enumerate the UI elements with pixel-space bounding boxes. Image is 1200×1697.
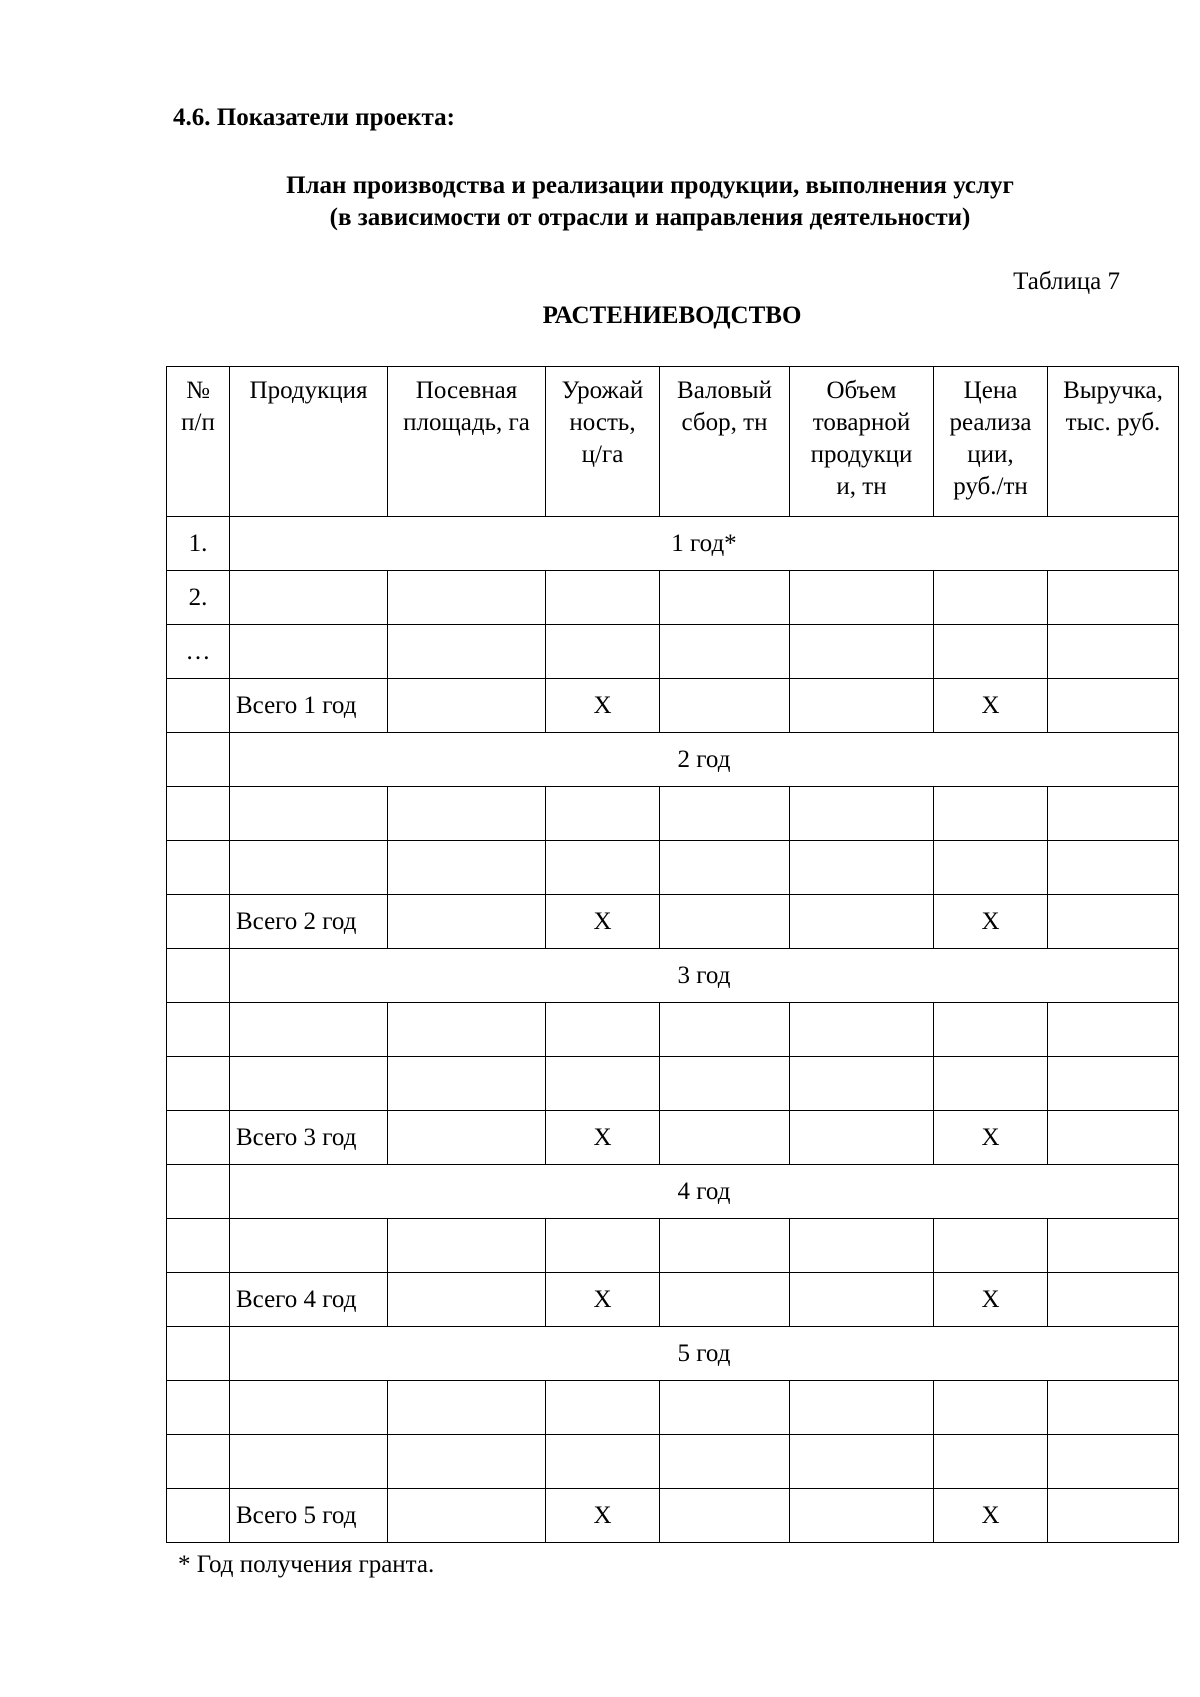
table-cell[interactable] bbox=[1048, 625, 1179, 679]
x-mark-cell: X bbox=[546, 1489, 660, 1543]
row-number-cell bbox=[167, 841, 230, 895]
table-cell[interactable] bbox=[546, 787, 660, 841]
section-heading: 4.6. Показатели проекта: bbox=[173, 104, 455, 131]
total-row bbox=[167, 1111, 1179, 1165]
header-cell-yield: Урожай ность, ц/га bbox=[546, 367, 660, 517]
row-number-cell bbox=[167, 1327, 230, 1381]
row-number-cell: 2. bbox=[167, 571, 230, 625]
row-number-cell bbox=[167, 1435, 230, 1489]
row-number-cell bbox=[167, 1057, 230, 1111]
table-cell[interactable] bbox=[1048, 679, 1179, 733]
x-mark-cell: X bbox=[934, 679, 1048, 733]
row-number-cell bbox=[167, 1381, 230, 1435]
row-number-cell bbox=[167, 1273, 230, 1327]
table-cell[interactable] bbox=[790, 625, 934, 679]
table-cell[interactable] bbox=[388, 841, 546, 895]
table-cell[interactable] bbox=[546, 1057, 660, 1111]
table-row bbox=[167, 571, 1179, 625]
table-cell[interactable] bbox=[934, 1219, 1048, 1273]
year-label-cell: 3 год bbox=[230, 949, 1179, 1003]
row-number-cell bbox=[167, 1111, 230, 1165]
row-number-cell bbox=[167, 679, 230, 733]
table-row bbox=[167, 841, 1179, 895]
table-caption: РАСТЕНИЕВОДСТВО bbox=[542, 302, 802, 329]
table-cell[interactable] bbox=[388, 625, 546, 679]
table-row bbox=[167, 1435, 1179, 1489]
header-cell-volume: Объем товарной продукци и, тн bbox=[790, 367, 934, 517]
table-cell[interactable] bbox=[790, 1381, 934, 1435]
table-cell[interactable] bbox=[790, 571, 934, 625]
year-row bbox=[167, 1165, 1179, 1219]
total-label-cell: Всего 2 год bbox=[230, 895, 388, 949]
year-label-cell: 4 год bbox=[230, 1165, 1179, 1219]
total-label-cell: Всего 5 год bbox=[230, 1489, 388, 1543]
row-number-cell: 1. bbox=[167, 517, 230, 571]
table-cell[interactable] bbox=[790, 1273, 934, 1327]
table-cell[interactable] bbox=[934, 571, 1048, 625]
table-cell[interactable] bbox=[660, 1381, 790, 1435]
x-mark-cell: X bbox=[934, 1489, 1048, 1543]
table-cell[interactable] bbox=[934, 1381, 1048, 1435]
table-cell[interactable] bbox=[790, 1435, 934, 1489]
table-number: Таблица 7 bbox=[1013, 268, 1120, 295]
header-cell-gross: Валовый сбор, тн bbox=[660, 367, 790, 517]
year-row bbox=[167, 949, 1179, 1003]
total-label-cell: Всего 4 год bbox=[230, 1273, 388, 1327]
table-cell[interactable] bbox=[790, 1219, 934, 1273]
table-cell[interactable] bbox=[230, 571, 388, 625]
table-cell[interactable] bbox=[790, 1489, 934, 1543]
table-cell[interactable] bbox=[388, 1273, 546, 1327]
year-label-cell: 5 год bbox=[230, 1327, 1179, 1381]
year-row bbox=[167, 1327, 1179, 1381]
table-cell[interactable] bbox=[388, 571, 546, 625]
table-cell[interactable] bbox=[230, 841, 388, 895]
year-label-cell: 2 год bbox=[230, 733, 1179, 787]
table-cell[interactable] bbox=[546, 1003, 660, 1057]
x-mark-cell: X bbox=[546, 1273, 660, 1327]
table-cell[interactable] bbox=[660, 571, 790, 625]
table-cell[interactable] bbox=[1048, 1111, 1179, 1165]
table-header-row bbox=[167, 367, 1179, 517]
row-number-cell bbox=[167, 895, 230, 949]
table-row bbox=[167, 625, 1179, 679]
table-row bbox=[167, 1381, 1179, 1435]
row-number-cell: … bbox=[167, 625, 230, 679]
table-cell[interactable] bbox=[660, 1219, 790, 1273]
table-cell[interactable] bbox=[934, 841, 1048, 895]
header-cell-revenue: Выручка, тыс. руб. bbox=[1048, 367, 1179, 517]
plan-title bbox=[150, 170, 1150, 234]
table-cell[interactable] bbox=[790, 787, 934, 841]
table-cell[interactable] bbox=[660, 1111, 790, 1165]
table-cell[interactable] bbox=[388, 1489, 546, 1543]
table-cell[interactable] bbox=[660, 679, 790, 733]
row-number-cell bbox=[167, 949, 230, 1003]
row-number-cell bbox=[167, 787, 230, 841]
table-cell[interactable] bbox=[660, 895, 790, 949]
year-row bbox=[167, 733, 1179, 787]
table-cell[interactable] bbox=[660, 1057, 790, 1111]
plan-title-line-1: План производства и реализации продукции, выполнения услуг bbox=[286, 172, 1014, 199]
table-cell[interactable] bbox=[546, 1381, 660, 1435]
table-cell[interactable] bbox=[230, 1219, 388, 1273]
table-row bbox=[167, 1057, 1179, 1111]
table-cell[interactable] bbox=[1048, 841, 1179, 895]
table-cell[interactable] bbox=[660, 787, 790, 841]
table-cell[interactable] bbox=[790, 895, 934, 949]
row-number-cell bbox=[167, 1219, 230, 1273]
header-cell-price: Цена реализа ции, руб./тн bbox=[934, 367, 1048, 517]
x-mark-cell: X bbox=[546, 1111, 660, 1165]
row-number-cell bbox=[167, 1003, 230, 1057]
table-cell[interactable] bbox=[1048, 1435, 1179, 1489]
row-number-cell bbox=[167, 1489, 230, 1543]
header-cell-number: № п/п bbox=[167, 367, 230, 517]
table-cell[interactable] bbox=[934, 1057, 1048, 1111]
table-cell[interactable] bbox=[934, 1003, 1048, 1057]
table-row bbox=[167, 1003, 1179, 1057]
table-row bbox=[167, 787, 1179, 841]
table-cell[interactable] bbox=[546, 571, 660, 625]
table-cell[interactable] bbox=[388, 1219, 546, 1273]
x-mark-cell: X bbox=[546, 895, 660, 949]
table-cell[interactable] bbox=[1048, 787, 1179, 841]
table-cell[interactable] bbox=[660, 1273, 790, 1327]
table-cell[interactable] bbox=[388, 679, 546, 733]
year-row bbox=[167, 517, 1179, 571]
table-cell[interactable] bbox=[230, 1435, 388, 1489]
table-cell[interactable] bbox=[790, 1003, 934, 1057]
footnote: * Год получения гранта. bbox=[178, 1551, 435, 1578]
table-row bbox=[167, 1219, 1179, 1273]
table-cell[interactable] bbox=[660, 1003, 790, 1057]
table-cell[interactable] bbox=[1048, 1057, 1179, 1111]
table-cell[interactable] bbox=[546, 625, 660, 679]
x-mark-cell: X bbox=[934, 1273, 1048, 1327]
plan-title-line-2: (в зависимости от отрасли и направления деятельности) bbox=[329, 204, 971, 231]
table-cell[interactable] bbox=[546, 841, 660, 895]
table-cell[interactable] bbox=[790, 1057, 934, 1111]
total-row bbox=[167, 1489, 1179, 1543]
total-row bbox=[167, 1273, 1179, 1327]
table-cell[interactable] bbox=[388, 1057, 546, 1111]
row-number-cell bbox=[167, 733, 230, 787]
table-cell[interactable] bbox=[1048, 1219, 1179, 1273]
table-cell[interactable] bbox=[388, 787, 546, 841]
table-cell[interactable] bbox=[1048, 1273, 1179, 1327]
x-mark-cell: X bbox=[546, 679, 660, 733]
table-cell[interactable] bbox=[1048, 895, 1179, 949]
table-cell[interactable] bbox=[230, 625, 388, 679]
total-label-cell: Всего 3 год bbox=[230, 1111, 388, 1165]
table-cell[interactable] bbox=[388, 1003, 546, 1057]
production-plan-table bbox=[166, 366, 1179, 1543]
table-cell[interactable] bbox=[230, 1381, 388, 1435]
table-cell[interactable] bbox=[388, 895, 546, 949]
table-cell[interactable] bbox=[660, 1489, 790, 1543]
table-cell[interactable] bbox=[388, 1435, 546, 1489]
total-row bbox=[167, 679, 1179, 733]
table-cell[interactable] bbox=[230, 1057, 388, 1111]
year-label-cell: 1 год* bbox=[230, 517, 1179, 571]
table-cell[interactable] bbox=[934, 625, 1048, 679]
table-cell[interactable] bbox=[790, 679, 934, 733]
table-cell[interactable] bbox=[934, 1435, 1048, 1489]
table-cell[interactable] bbox=[230, 1003, 388, 1057]
table-cell[interactable] bbox=[660, 841, 790, 895]
table-cell[interactable] bbox=[230, 787, 388, 841]
header-cell-product: Продукция bbox=[230, 367, 388, 517]
table-cell[interactable] bbox=[1048, 1003, 1179, 1057]
table-cell[interactable] bbox=[388, 1111, 546, 1165]
table-cell[interactable] bbox=[660, 625, 790, 679]
table-cell[interactable] bbox=[934, 787, 1048, 841]
table-cell[interactable] bbox=[546, 1219, 660, 1273]
header-cell-area: Посевная площадь, га bbox=[388, 367, 546, 517]
table-cell[interactable] bbox=[1048, 571, 1179, 625]
table-cell[interactable] bbox=[790, 1111, 934, 1165]
x-mark-cell: X bbox=[934, 895, 1048, 949]
table-cell[interactable] bbox=[546, 1435, 660, 1489]
table-cell[interactable] bbox=[1048, 1489, 1179, 1543]
table-cell[interactable] bbox=[1048, 1381, 1179, 1435]
total-row bbox=[167, 895, 1179, 949]
x-mark-cell: X bbox=[934, 1111, 1048, 1165]
table-body bbox=[167, 367, 1179, 1543]
total-label-cell: Всего 1 год bbox=[230, 679, 388, 733]
table-cell[interactable] bbox=[388, 1381, 546, 1435]
row-number-cell bbox=[167, 1165, 230, 1219]
table-cell[interactable] bbox=[660, 1435, 790, 1489]
table-cell[interactable] bbox=[790, 841, 934, 895]
